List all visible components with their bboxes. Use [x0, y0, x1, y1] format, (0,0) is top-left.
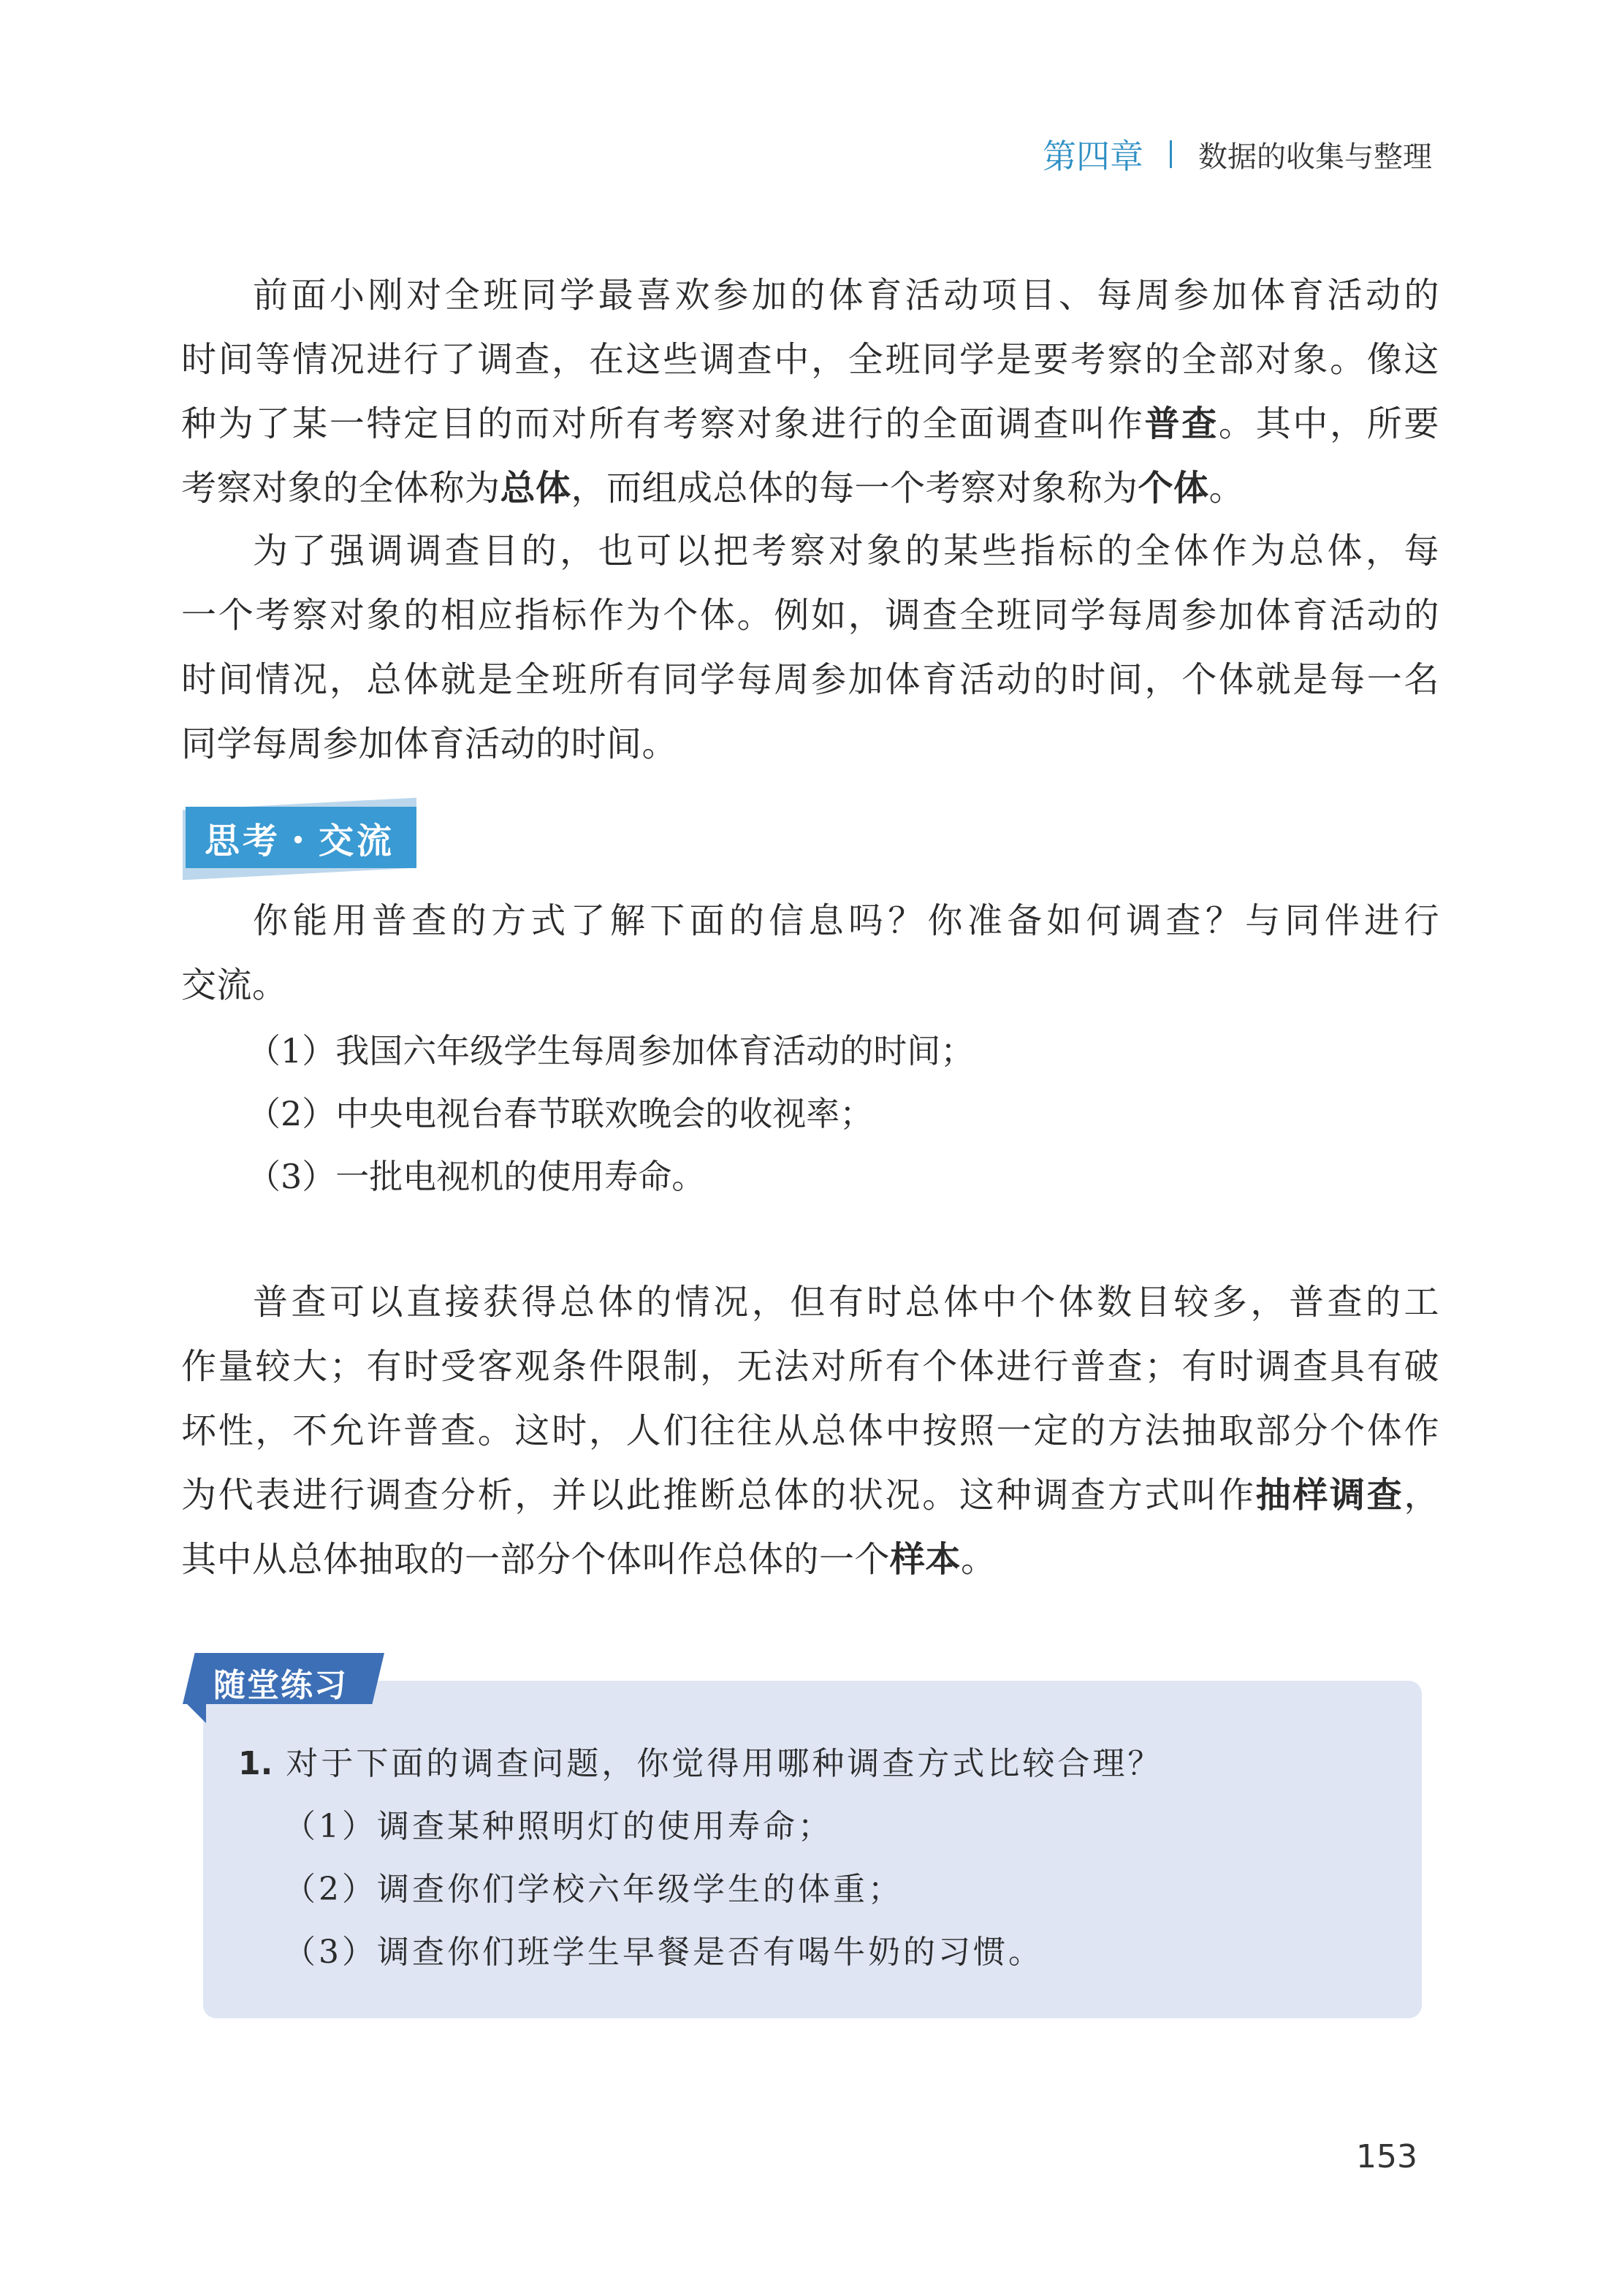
text-line: 你能用普查的方式了解下面的信息吗？你准备如何调查？与同伴进行: [253, 900, 1439, 941]
header-divider: [1170, 140, 1172, 168]
paragraph-sampling-definition: [181, 1270, 1439, 1592]
text-fragment: 考察对象的全体称为: [181, 468, 500, 509]
text-fragment: 。: [961, 1539, 997, 1580]
text-line: [181, 392, 1439, 456]
exercise-question: [238, 1742, 1162, 1786]
think-item: （3）一批电视机的使用寿命。: [247, 1157, 706, 1196]
paragraph-census-definition: [181, 263, 1439, 520]
think-item: （1）我国六年级学生每周参加体育活动的时间；: [247, 1031, 975, 1071]
text-fragment: 其中从总体抽取的一部分个体叫作总体的一个: [181, 1539, 891, 1580]
text-fragment: 为代表进行调查分析，并以此推断总体的状况。这种调查方式叫作: [181, 1475, 1256, 1516]
term-sample: 样本: [890, 1539, 962, 1580]
text-fragment: 。: [1208, 468, 1245, 509]
term-census: 普查: [1144, 403, 1219, 444]
text-line: 一个考察对象的相应指标作为个体。例如，调查全班同学每周参加体育活动的: [181, 595, 1439, 636]
text-line: 作量较大；有时受客观条件限制，无法对所有个体进行普查；有时调查具有破: [181, 1346, 1439, 1387]
page-number: 153: [1356, 2138, 1417, 2175]
text-fragment: ，: [1404, 1475, 1439, 1516]
paragraph-population-example: [181, 519, 1439, 776]
badge-label: 随堂练习: [213, 1667, 348, 1704]
text-line: 时间情况，总体就是全班所有同学每周参加体育活动的时间，个体就是每一名: [181, 659, 1439, 700]
running-header: [1043, 130, 1432, 178]
chapter-title: 数据的收集与整理: [1198, 140, 1432, 174]
question-number: 1.: [238, 1745, 273, 1782]
text-line: [181, 456, 1439, 520]
text-fragment: 种为了某一特定目的而对所有考察对象进行的全面调查叫作: [181, 403, 1145, 444]
text-line: 同学每周参加体育活动的时间。: [181, 723, 678, 764]
think-discuss-badge: [183, 804, 419, 871]
exercise-item: （2）调查你们学校六年级学生的体重；: [283, 1871, 903, 1908]
text-line: 坏性，不允许普查。这时，人们往往从总体中按照一定的方法抽取部分个体作: [181, 1410, 1439, 1451]
badge-tip: [187, 1704, 206, 1723]
think-item: （2）中央电视台春节联欢晚会的收视率；: [247, 1094, 874, 1133]
text-line: 前面小刚对全班同学最喜欢参加的体育活动项目、每周参加体育活动的: [253, 275, 1439, 316]
text-line: [181, 1527, 1439, 1592]
text-line: 交流。: [181, 965, 288, 1006]
exercise-item: （3）调查你们班学生早餐是否有喝牛奶的习惯。: [283, 1934, 1043, 1971]
text-line: [181, 1463, 1439, 1527]
badge-label: 思考・交流: [205, 821, 395, 862]
text-fragment: 。其中，所要: [1218, 403, 1439, 444]
exercise-badge: [183, 1653, 387, 1726]
term-population: 总体: [500, 468, 571, 509]
exercise-item: （1）调查某种照明灯的使用寿命；: [283, 1808, 833, 1845]
question-text: 对于下面的调查问题，你觉得用哪种调查方式比较合理？: [286, 1745, 1163, 1782]
term-sampling-survey: 抽样调查: [1255, 1475, 1404, 1516]
text-line: 时间等情况进行了调查，在这些调查中，全班同学是要考察的全部对象。像这: [181, 339, 1439, 380]
paragraph-think-prompt: [181, 889, 1439, 1017]
text-fragment: ，而组成总体的每一个考察对象称为: [571, 468, 1138, 509]
chapter-label: 第四章: [1043, 137, 1143, 176]
text-line: 为了强调调查目的，也可以把考察对象的某些指标的全体作为总体，每: [253, 531, 1439, 571]
term-individual: 个体: [1138, 468, 1209, 509]
text-line: 普查可以直接获得总体的情况，但有时总体中个体数目较多，普查的工: [253, 1282, 1439, 1323]
